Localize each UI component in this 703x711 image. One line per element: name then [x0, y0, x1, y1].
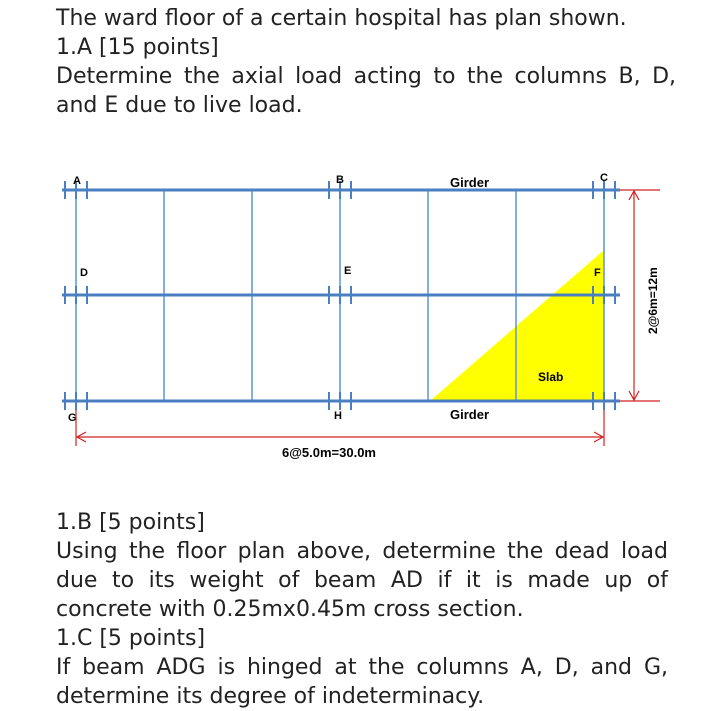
part-b-label: 1.B [5 points] — [56, 510, 205, 535]
horizontal-dimension-label: 6@5.0m=30.0m — [282, 445, 376, 460]
slab-label: Slab — [538, 370, 564, 384]
column-label-E: E — [344, 265, 352, 277]
slab-area — [430, 250, 604, 401]
girder-label-bottom: Girder — [450, 407, 490, 422]
vertical-dimension-label: 2@6m=12m — [646, 267, 660, 334]
part-b-question: Using the floor plan above, determine the dead load due to its weight of beam AD if it is made up of concrete with 0.25mx0.45m cross section. — [56, 539, 668, 622]
part-a-question: Determine the axial load acting to the columns B, D, and E due to live load. — [56, 64, 676, 118]
column-label-A: A — [73, 175, 81, 187]
column-label-H: H — [334, 410, 342, 422]
part-c-question: If beam ADG is hinged at the columns A, D, and G, determine its degree of indeterminacy. — [56, 655, 668, 709]
column-label-F: F — [594, 267, 601, 279]
column-label-B: B — [336, 174, 344, 186]
problem-intro: The ward floor of a certain hospital has plan shown. — [56, 6, 627, 31]
column-label-C: C — [600, 172, 608, 184]
part-a-label: 1.A [15 points] — [56, 35, 219, 60]
column-label-G: G — [68, 412, 77, 424]
floor-plan-diagram — [0, 160, 703, 470]
girder-label-top: Girder — [450, 175, 490, 190]
part-c-label: 1.C [5 points] — [56, 626, 206, 651]
column-label-D: D — [80, 267, 88, 279]
